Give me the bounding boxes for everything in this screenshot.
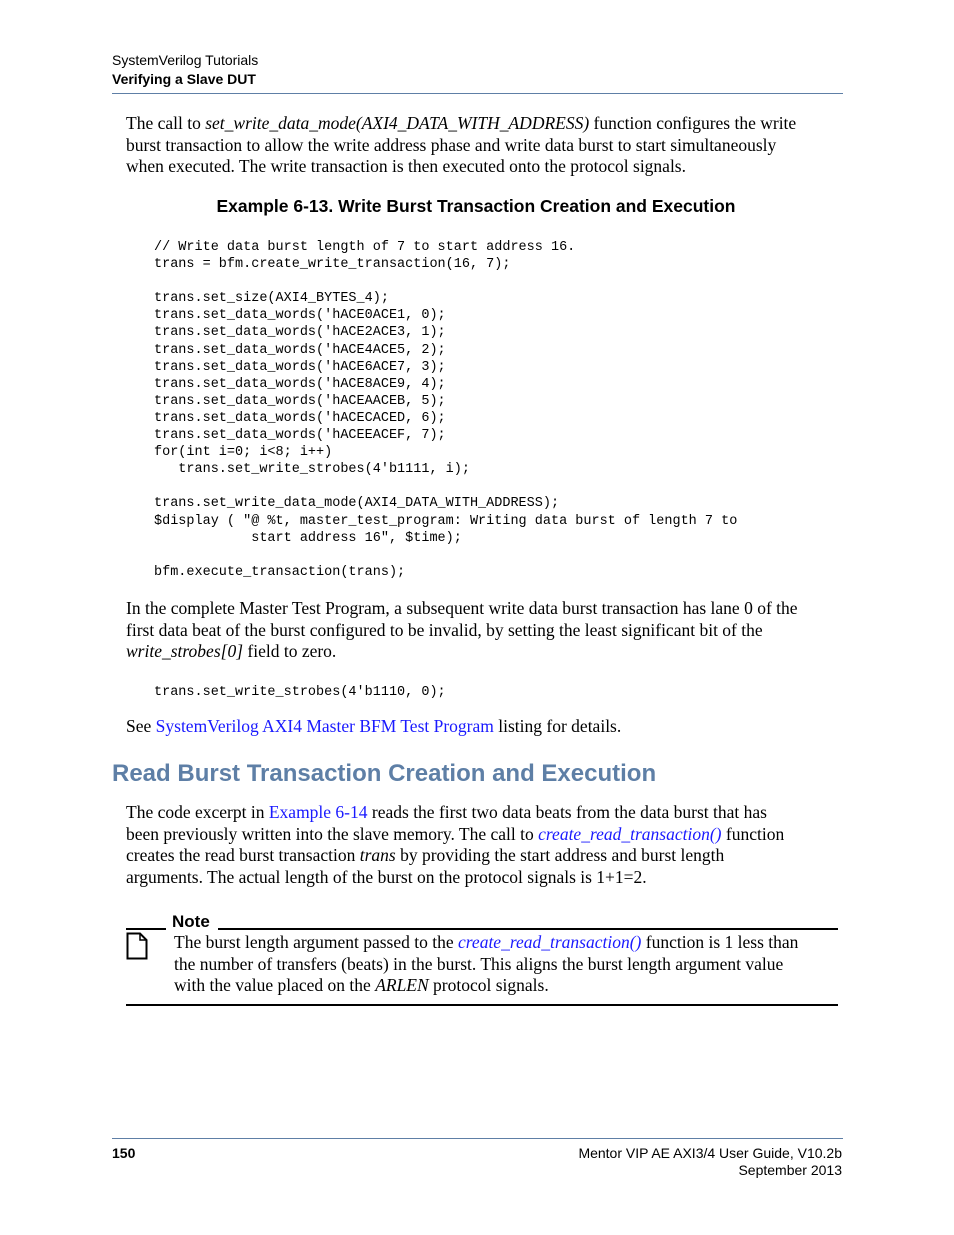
example-6-14-link[interactable]: Example 6-14 bbox=[268, 802, 368, 822]
code-line: for(int i=0; i<8; i++) bbox=[154, 445, 333, 461]
code-line: trans = bfm.create_write_transaction(16, 7); bbox=[154, 257, 511, 273]
code-line: trans.set_data_words('hACE2ACE3, 1); bbox=[154, 325, 446, 341]
test-program-link[interactable]: SystemVerilog AXI4 Master BFM Test Program bbox=[155, 716, 494, 736]
page-number: 150 bbox=[112, 1145, 136, 1161]
note-text-part: function is 1 less than bbox=[641, 932, 799, 952]
code-block-strobe: trans.set_write_strobes(4'b1110, 0); bbox=[154, 685, 446, 700]
code-line: trans.set_data_words('hACE6ACE7, 3); bbox=[154, 359, 446, 375]
paragraph-text: reads the first two data beats from the data burst that has bbox=[367, 802, 767, 822]
field-name: write_strobes[0] bbox=[126, 641, 244, 662]
code-line: trans.set_write_data_mode(AXI4_DATA_WITH_ADDRESS); bbox=[154, 496, 560, 512]
code-line: trans.set_write_strobes(4'b1111, i); bbox=[178, 462, 470, 478]
paragraph-text: arguments. The actual length of the burst on the protocol signals is 1+1=2. bbox=[126, 867, 647, 888]
code-line: trans.set_data_words('hACE0ACE1, 0); bbox=[154, 308, 446, 324]
code-line: trans.set_data_words('hACE8ACE9, 4); bbox=[154, 376, 446, 392]
code-line: trans.set_size(AXI4_BYTES_4); bbox=[154, 291, 389, 307]
intro-text: burst transaction to allow the write address phase and write data burst to start simultaneously bbox=[126, 134, 777, 155]
footer-rule bbox=[112, 1138, 843, 1139]
paragraph-text: field to zero. bbox=[243, 641, 337, 662]
note-text bbox=[174, 932, 838, 997]
read-burst-paragraph bbox=[126, 802, 842, 889]
note-page-icon bbox=[126, 932, 148, 960]
code-line: trans.set_data_words('hACEAACEB, 5); bbox=[154, 393, 446, 409]
paragraph-text: The code excerpt in bbox=[126, 802, 269, 822]
code-line: // Write data burst length of 7 to start address 16. bbox=[154, 240, 576, 255]
note-rule-bottom bbox=[126, 1004, 838, 1006]
trans-variable: trans bbox=[359, 845, 396, 866]
paragraph-text: creates the read burst transaction bbox=[126, 845, 360, 866]
paragraph-text: been previously written into the slave memory. The call to bbox=[126, 823, 539, 844]
intro-text: when executed. The write transaction is then executed onto the protocol signals. bbox=[126, 156, 686, 177]
code-line: trans.set_data_words('hACECACED, 6); bbox=[154, 410, 446, 426]
code-line: trans.set_data_words('hACEEACEF, 7); bbox=[154, 428, 446, 444]
note-text-part: with the value placed on the bbox=[174, 975, 376, 996]
paragraph-text: by providing the start address and burst length bbox=[395, 845, 725, 866]
running-header-section: SystemVerilog Tutorials bbox=[112, 52, 259, 68]
section-heading: Read Burst Transaction Creation and Execution bbox=[112, 760, 657, 787]
see-paragraph bbox=[126, 716, 842, 738]
code-line: trans.set_data_words('hACE4ACE5, 2); bbox=[154, 342, 446, 358]
header-rule bbox=[112, 93, 843, 94]
arlen-signal: ARLEN bbox=[375, 975, 429, 996]
paragraph-text: first data beat of the burst configured to be invalid, by setting the least significant bit of the bbox=[126, 619, 763, 640]
paragraph-text: In the complete Master Test Program, a subsequent write data burst transaction has lane 0 of the bbox=[126, 598, 798, 618]
footer-info bbox=[578, 1145, 842, 1179]
code-line: $display ( "@ %t, master_test_program: Writing data burst of length 7 to bbox=[154, 513, 738, 529]
code-line: start address 16", $time); bbox=[251, 530, 462, 546]
intro-text: function configures the write bbox=[589, 113, 797, 133]
intro-function-name: set_write_data_mode(AXI4_DATA_WITH_ADDRESS) bbox=[205, 113, 590, 133]
running-header-subsection: Verifying a Slave DUT bbox=[112, 71, 256, 87]
paragraph-text: See bbox=[126, 716, 156, 736]
paragraph-text: listing for details. bbox=[493, 716, 622, 736]
note-text-part: The burst length argument passed to the bbox=[174, 932, 458, 952]
example-title: Example 6-13. Write Burst Transaction Creation and Execution bbox=[216, 196, 736, 216]
intro-text: The call to bbox=[126, 113, 206, 133]
note-label: Note bbox=[172, 912, 210, 931]
footer-title: Mentor VIP AE AXI3/4 User Guide, V10.2b bbox=[578, 1145, 842, 1161]
note-rule-right bbox=[218, 928, 838, 930]
code-line: bfm.execute_transaction(trans); bbox=[154, 564, 406, 580]
intro-paragraph bbox=[126, 113, 842, 178]
strobe-paragraph bbox=[126, 598, 842, 663]
note-text-part: the number of transfers (beats) in the burst. This aligns the burst length argument value bbox=[174, 953, 784, 974]
code-block-write-burst bbox=[154, 239, 737, 581]
footer-date: September 2013 bbox=[738, 1162, 842, 1178]
note-rule-left bbox=[126, 928, 166, 930]
note-create-read-transaction-link[interactable]: create_read_transaction() bbox=[458, 932, 642, 952]
note-text-part: protocol signals. bbox=[428, 975, 549, 996]
create-read-transaction-link[interactable]: create_read_transaction() bbox=[538, 823, 722, 844]
paragraph-text: function bbox=[721, 823, 785, 844]
